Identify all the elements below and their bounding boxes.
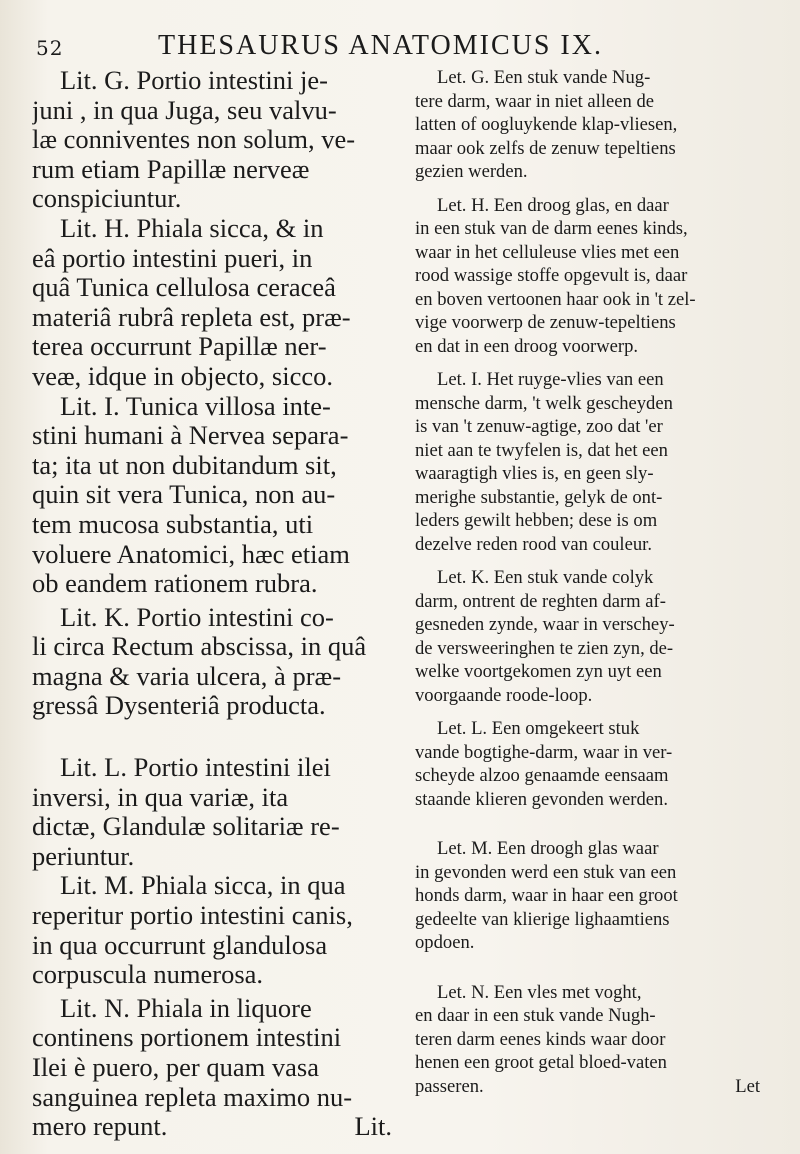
text-line: inversi, in qua variæ, ita — [32, 782, 289, 812]
text-line: Lit. N. Phiala in liquore — [60, 993, 312, 1023]
latin-entry-k — [32, 603, 392, 721]
catchword: Let — [735, 1075, 760, 1097]
text-line: is van 't zenuw-agtige, zoo dat 'er — [415, 416, 663, 437]
text-line: ob eandem rationem rubra. — [32, 569, 318, 599]
latin-entry-l — [32, 753, 392, 871]
text-line: Let. H. Een droog glas, en daar — [437, 194, 669, 216]
text-line: Let. G. Een stuk vande Nug- — [437, 67, 651, 88]
text-line: in gevonden werd een stuk van een — [415, 861, 677, 883]
text-line: mensche darm, 't welk gescheyden — [415, 392, 673, 414]
text-line: dezelve reden rood van couleur. — [415, 533, 652, 555]
text-line: juni , in qua Juga, seu valvu- — [32, 95, 337, 125]
page-header — [28, 30, 768, 66]
text-line: scheyde alzoo genaamde eensaam — [415, 765, 669, 786]
latin-entry-m — [32, 871, 392, 989]
dutch-entry-l — [415, 717, 760, 811]
text-line: corpuscula numerosa. — [32, 960, 264, 990]
text-line: Let. N. Een vles met voght, — [437, 981, 642, 1003]
catchword: Lit. — [354, 1112, 392, 1142]
dutch-entry-n — [415, 981, 760, 1099]
dutch-entry-m — [415, 837, 760, 955]
text-line: en boven vertoonen haar ook in 't zel- — [415, 288, 696, 310]
text-line: rood wassige stoffe opgevult is, daar — [415, 265, 688, 286]
text-line: Let. K. Een stuk vande colyk — [437, 567, 654, 588]
text-line: merighe substantie, gelyk de ont- — [415, 486, 663, 508]
text-line: stini humani à Nervea separa- — [32, 421, 349, 451]
text-line: gesneden zynde, waar in verschey- — [415, 614, 675, 635]
text-line: conspiciuntur. — [32, 184, 182, 214]
text-line: quâ Tunica cellulosa ceraceâ — [32, 273, 336, 303]
text-line: leders gewilt hebben; dese is om — [415, 510, 658, 531]
text-line: læ conniventes non solum, ve- — [32, 125, 356, 155]
text-line: staande klieren gevonden werden. — [415, 788, 668, 810]
text-line: Ilei è puero, per quam vasa — [32, 1053, 319, 1082]
dutch-entry-i — [415, 368, 760, 556]
text-line: Lit. M. Phiala sicca, in qua — [60, 871, 346, 901]
text-line: Lit. G. Portio intestini je- — [60, 66, 328, 95]
text-line: sanguinea repleta maximo nu- — [32, 1082, 353, 1112]
text-line: in qua occurrunt glandulosa — [32, 930, 328, 960]
text-line: tere darm, waar in niet alleen de — [415, 90, 655, 112]
text-line: de versweeringhen te zien zyn, de- — [415, 637, 674, 659]
text-line: Lit. K. Portio intestini co- — [60, 602, 334, 632]
latin-entry-h — [32, 214, 392, 392]
text-line: terea occurrunt Papillæ ner- — [32, 332, 327, 362]
dutch-entry-g — [415, 66, 760, 184]
text-line: voorgaande roode-loop. — [415, 684, 593, 706]
text-line: ta; ita ut non dubitandum sit, — [32, 450, 337, 480]
text-line: rum etiam Papillæ nerveæ — [32, 154, 310, 184]
text-line: magna & varia ulcera, à præ- — [32, 661, 342, 691]
text-line: waaragtigh vlies is, en geen sly- — [415, 463, 654, 484]
latin-column — [32, 66, 392, 1142]
text-line: gressâ Dysenteriâ producta. — [32, 691, 326, 721]
text-line: vande bogtighe-darm, waar in ver- — [415, 741, 673, 763]
text-line: dictæ, Glandulæ solitariæ re- — [32, 812, 340, 842]
text-line: voluere Anatomici, hæc etiam — [32, 539, 350, 569]
text-line-last — [415, 1075, 760, 1099]
text-line: opdoen. — [415, 932, 475, 953]
text-line: darm, ontrent de reghten darm af- — [415, 590, 666, 612]
text-line: en daar in een stuk vande Nugh- — [415, 1005, 656, 1026]
text-line: maar ook zelfs de zenuw tepeltiens — [415, 137, 676, 159]
text-line: gezien werden. — [415, 161, 528, 182]
text-line: Let. I. Het ruyge-vlies van een — [437, 369, 664, 390]
text-line: Lit. H. Phiala sicca, & in — [60, 213, 324, 243]
text-line: niet aan te twyfelen is, dat het een — [415, 439, 668, 461]
text-line: mero repunt. — [32, 1112, 168, 1142]
text-line: waar in het celluleuse vlies met een — [415, 241, 680, 263]
text-line: veæ, idque in objecto, sicco. — [32, 361, 333, 391]
text-line: en dat in een droog voorwerp. — [415, 335, 639, 357]
text-line: continens portionem intestini — [32, 1023, 342, 1053]
text-line: eâ portio intestini pueri, in — [32, 243, 313, 273]
text-line: Lit. L. Portio intestini ilei — [60, 753, 331, 783]
text-line: henen een groot getal bloed-vaten — [415, 1052, 667, 1073]
text-line: teren darm eenes kinds waar door — [415, 1028, 666, 1050]
text-line: honds darm, waar in haar een groot — [415, 885, 678, 906]
running-head: THESAURUS ANATOMICUS IX. — [158, 30, 603, 61]
text-line: latten of oogluykende klap-vliesen, — [415, 114, 678, 135]
page-number: 52 — [36, 36, 64, 60]
text-line: periuntur. — [32, 841, 135, 871]
text-line: vige voorwerp de zenuw-tepeltiens — [415, 312, 676, 333]
dutch-entry-k — [415, 566, 760, 707]
dutch-column — [415, 66, 760, 1098]
text-line: Lit. I. Tunica villosa inte- — [60, 391, 331, 421]
text-line: Let. M. Een droogh glas waar — [437, 838, 659, 859]
text-line: gedeelte van klierige lighaamtiens — [415, 908, 670, 930]
text-line: tem mucosa substantia, uti — [32, 509, 314, 539]
text-line: in een stuk van de darm eenes kinds, — [415, 218, 688, 239]
latin-entry-g — [32, 66, 392, 214]
text-line: welke voortgekomen zyn uyt een — [415, 661, 662, 682]
text-line: reperitur portio intestini canis, — [32, 901, 353, 931]
latin-entry-i — [32, 392, 392, 599]
text-line: li circa Rectum abscissa, in quâ — [32, 632, 367, 662]
text-line: passeren. — [415, 1075, 484, 1097]
latin-entry-n — [32, 994, 392, 1142]
text-line: Let. L. Een omgekeert stuk — [437, 718, 640, 739]
text-line: materiâ rubrâ repleta est, præ- — [32, 302, 351, 332]
text-line: quin sit vera Tunica, non au- — [32, 480, 336, 510]
dutch-entry-h — [415, 194, 760, 359]
text-line-last — [32, 1112, 392, 1142]
